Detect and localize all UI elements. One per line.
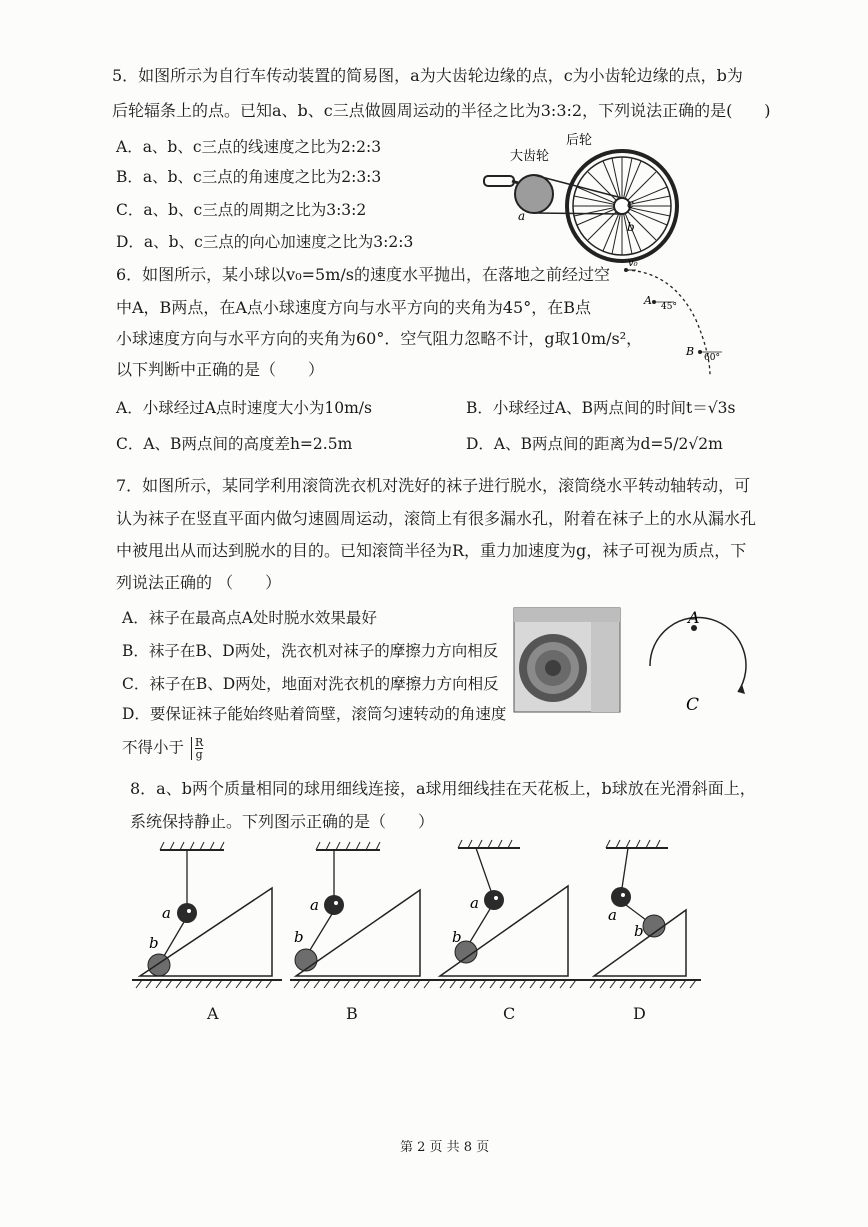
q6-option-d: D．A、B两点间的距离为d=5/2√2m	[466, 435, 723, 453]
q8-stem-line-2: 系统保持静止。下列图示正确的是（ ）	[130, 812, 435, 831]
diagram-b-ball-a-label: a	[310, 896, 319, 914]
q5-stem-line-1: 5．如图所示为自行车传动装置的简易图，a为大齿轮边缘的点，c为小齿轮边缘的点，b为	[112, 66, 743, 85]
q5-option-a: A．a、b、c三点的线速度之比为2:2:3	[116, 138, 382, 156]
q6-option-c: C．A、B两点间的高度差h=2.5m	[116, 435, 353, 453]
diagram-c-ball-a-label: a	[470, 894, 479, 912]
drum-circle-figure	[638, 606, 753, 726]
q7-stem-line-2: 认为袜子在竖直平面内做匀速圆周运动，滚筒上有很多漏水孔，附着在袜子上的水从漏水孔	[116, 509, 757, 528]
q7-option-a: A．袜子在最高点A处时脱水效果最好	[122, 609, 377, 627]
q8-diagram-c	[436, 838, 596, 998]
diagram-d-ball-b-label: b	[634, 922, 644, 940]
point-a-label: a	[518, 209, 526, 223]
v0-label: v₀	[628, 258, 638, 269]
q6-option-a: A．小球经过A点时速度大小为10m/s	[116, 399, 372, 417]
point-c-label: c	[627, 197, 634, 211]
rear-wheel-label: 后轮	[566, 133, 593, 148]
q8-choice-b-label: B	[346, 1004, 358, 1023]
q8-diagram-d	[586, 838, 746, 998]
q6-stem-line-3: 小球速度方向与水平方向的夹角为60°．空气阻力忽略不计，g取10m/s²，	[116, 329, 643, 348]
sqrt-numerator: R	[194, 736, 204, 749]
diagram-a-ball-b-label: b	[149, 934, 159, 952]
sqrt-denominator: g	[195, 748, 203, 761]
q7-stem-line-1: 7．如图所示，某同学利用滚筒洗衣机对洗好的袜子进行脱水，滚筒绕水平转动轴转动，可	[116, 476, 751, 495]
q8-diagram-a	[132, 838, 292, 998]
q5-option-c: C．a、b、c三点的周期之比为3:3:2	[116, 201, 367, 219]
q6-option-b: B．小球经过A、B两点间的时间t＝√3s	[466, 399, 736, 417]
point-A-label: A	[644, 294, 652, 307]
q8-choice-d-label: D	[633, 1004, 646, 1023]
washing-machine-image	[513, 606, 623, 716]
q7-stem-line-3: 中被甩出从而达到脱水的目的。已知滚筒半径为R，重力加速度为g，袜子可视为质点，下	[116, 541, 747, 560]
q7-option-c: C．袜子在B、D两处，地面对洗衣机的摩擦力方向相反	[122, 675, 499, 693]
q8-diagram-b	[290, 838, 450, 998]
page-footer: 第 2 页 共 8 页	[400, 1140, 490, 1155]
q5-stem-line-2: 后轮辐条上的点。已知a、b、c三点做圆周运动的半径之比为3:3:2，下列说法正确的是( )	[112, 101, 771, 120]
projectile-figure	[618, 258, 728, 383]
diagram-a-ball-a-label: a	[162, 904, 171, 922]
q6-stem-line-1: 6．如图所示，某小球以v₀=5m/s的速度水平抛出，在落地之前经过空	[116, 265, 610, 284]
angle-60-label: 60°	[704, 353, 720, 363]
q5-option-d: D．a、b、c三点的向心加速度之比为3:2:3	[116, 233, 414, 251]
point-B-label: B	[686, 345, 695, 358]
angle-45-label: 45°	[661, 302, 677, 312]
q7-option-d: D．要保证袜子能始终贴着筒壁，滚筒匀速转动的角速度	[122, 705, 507, 723]
q6-stem-line-4: 以下判断中正确的是（ ）	[116, 360, 325, 379]
diagram-c-ball-b-label: b	[452, 928, 462, 946]
bicycle-drive-figure	[470, 128, 680, 263]
q8-stem-line-1: 8．a、b两个质量相同的球用细线连接，a球用细线挂在天花板上，b球放在光滑斜面上，	[130, 779, 756, 798]
q7-stem-line-4: 列说法正确的 （ ）	[116, 573, 282, 592]
drum-point-A: A	[688, 608, 700, 627]
drum-point-C: C	[686, 695, 700, 715]
diagram-d-ball-a-label: a	[608, 906, 617, 924]
diagram-b-ball-b-label: b	[294, 928, 304, 946]
q8-choice-c-label: C	[503, 1004, 516, 1023]
q7-option-b: B．袜子在B、D两处，洗衣机对袜子的摩擦力方向相反	[122, 642, 499, 660]
q7-option-d-cont: 不得小于 $\frac{R}{g}$	[122, 736, 204, 761]
q6-stem-line-2: 中A，B两点，在A点小球速度方向与水平方向的夹角为45°，在B点	[116, 298, 591, 317]
big-gear-label: 大齿轮	[510, 149, 550, 164]
point-b-label: b	[627, 220, 635, 234]
q8-choice-a-label: A	[207, 1004, 219, 1023]
q5-option-b: B．a、b、c三点的角速度之比为2:3:3	[116, 168, 382, 186]
